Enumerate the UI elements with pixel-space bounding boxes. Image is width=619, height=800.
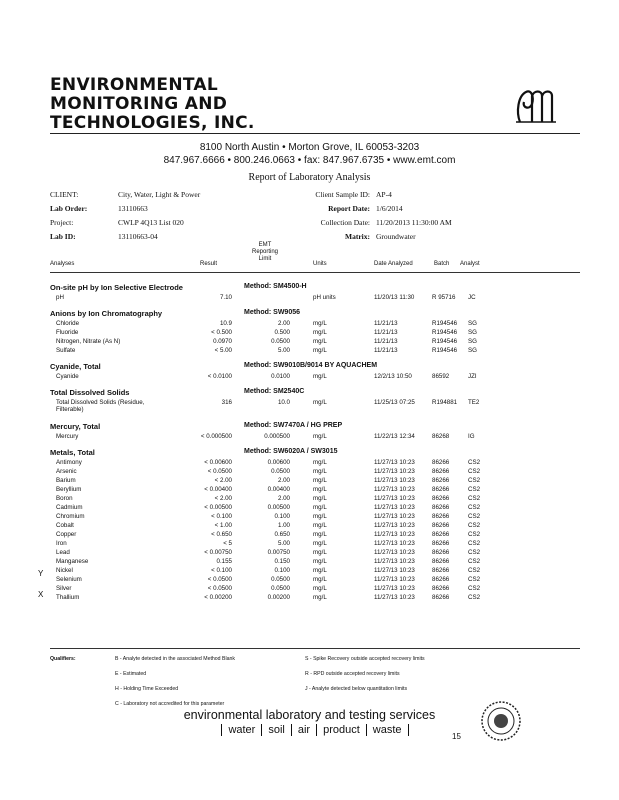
qualifiers-label: Qualifiers: [50,656,76,662]
section-method: Method: SW7470A / HG PREP [244,422,343,429]
analyte-analyst: IG [468,433,475,440]
analyte-units: mg/L [313,495,327,502]
analyte-batch: 86266 [432,513,450,520]
analyte-name: Cyanide [56,373,79,380]
analyte-name: Total Dissolved Solids (Residue, Filterable) [56,399,145,413]
analyte-date-analyzed: 11/20/13 11:30 [374,294,415,301]
analyte-date-analyzed: 11/27/13 10:23 [374,531,415,538]
analyte-name: Copper [56,531,77,538]
footer-service-tabs [180,724,450,736]
analyte-batch: 86268 [432,433,450,440]
analyte-analyst: CS2 [468,558,481,565]
analyte-batch: R 95716 [432,294,456,301]
analyte-result: < 0.0500 [207,468,232,475]
analyte-result: < 5 [223,540,232,547]
analyte-date-analyzed: 11/25/13 07:25 [374,399,415,406]
analyte-name: Silver [56,585,72,592]
section-method: Method: SM4500-H [244,283,307,290]
analyte-result: < 0.000500 [200,433,232,440]
qualifier-h: H - Holding Time Exceeded [115,686,179,692]
analyte-units: mg/L [313,329,327,336]
analyte-reporting-limit: 0.0500 [271,468,290,475]
col-rl-line-3: Limit [258,256,272,262]
analyte-result: < 2.00 [214,477,232,484]
company-name [50,76,255,133]
col-analyst: Analyst [460,261,480,267]
analyte-date-analyzed: 11/27/13 10:23 [374,549,415,556]
analyte-analyst: CS2 [468,531,481,538]
analyte-batch: R194546 [432,320,458,327]
section-title: Metals, Total [50,448,95,457]
analyte-batch: 86266 [432,504,450,511]
analyte-date-analyzed: 12/2/13 10:50 [374,373,412,380]
analyte-reporting-limit: 0.00200 [267,594,290,601]
analyte-reporting-limit: 5.00 [277,347,290,354]
analyte-units: mg/L [313,468,327,475]
analyte-name: Selenium [56,576,82,583]
analyte-result: < 0.00750 [204,549,232,556]
analyte-units: mg/L [313,585,327,592]
analyte-result: < 0.100 [211,567,232,574]
analyte-units: mg/L [313,594,327,601]
qualifier-e: E - Estimated [115,671,147,677]
analyte-analyst: CS2 [468,495,481,502]
analyte-units: mg/L [313,338,327,345]
analyte-analyst: CS2 [468,459,481,466]
analyte-batch: 86266 [432,495,450,502]
analyte-reporting-limit: 2.00 [277,495,290,502]
qualifier-r: R - RPD outside accepted recovery limits [305,671,400,677]
analyte-units: mg/L [313,399,327,406]
analyte-units: mg/L [313,540,327,547]
analyte-analyst: SG [468,320,477,327]
section-title: Mercury, Total [50,422,101,431]
analyte-analyst: SG [468,347,477,354]
analyte-reporting-limit: 0.0500 [271,585,290,592]
section-method: Method: SM2540C [244,388,305,395]
qualifier-s: S - Spike Recovery outside accepted recovery limits [305,656,425,662]
analyte-batch: 86266 [432,576,450,583]
company-name-line-2: MONITORING AND [50,94,228,114]
analyte-batch: R194546 [432,338,458,345]
analyte-units: mg/L [313,347,327,354]
analyte-result: < 0.500 [211,329,232,336]
project-value: CWLP 4Q13 List 020 [118,218,184,227]
analyte-reporting-limit: 2.00 [277,320,290,327]
analyte-analyst: CS2 [468,585,481,592]
analyte-date-analyzed: 11/27/13 10:23 [374,540,415,547]
analyte-date-analyzed: 11/21/13 [374,347,398,354]
emt-logo-icon [512,82,560,130]
analyte-reporting-limit: 0.000500 [264,433,290,440]
analyte-batch: 86266 [432,486,450,493]
report-date-value: 1/6/2014 [376,204,403,213]
analyte-units: mg/L [313,576,327,583]
analyte-date-analyzed: 11/27/13 10:23 [374,504,415,511]
analyte-analyst: SG [468,329,477,336]
analyte-result: < 2.00 [214,495,232,502]
analyte-result: < 0.0500 [207,585,232,592]
analyte-result: < 0.650 [211,531,232,538]
analyte-date-analyzed: 11/27/13 10:23 [374,486,415,493]
analyte-date-analyzed: 11/27/13 10:23 [374,522,415,529]
analyte-name: Arsenic [56,468,77,475]
margin-mark-iron: Y [38,569,44,578]
section-title: On-site pH by Ion Selective Electrode [50,283,183,292]
footer-tagline: environmental laboratory and testing services [183,708,436,722]
analyte-units: mg/L [313,373,327,380]
col-result: Result [200,261,218,267]
section-method: Method: SW9056 [244,309,301,316]
analyte-units: mg/L [313,486,327,493]
accreditation-seal-icon [480,700,522,742]
analyte-reporting-limit: 0.100 [274,567,290,574]
analyte-date-analyzed: 11/21/13 [374,329,398,336]
analyte-batch: 86266 [432,468,450,475]
analyte-reporting-limit: 0.500 [274,329,290,336]
analyte-result: < 0.100 [211,513,232,520]
analyte-name: pH [56,294,64,301]
analyte-name: Antimony [56,459,82,466]
analyte-units: mg/L [313,504,327,511]
analyte-reporting-limit: 0.100 [274,513,290,520]
company-address: 8100 North Austin • Morton Grove, IL 60053-3203 [199,142,420,153]
collection-date-label: Collection Date: [320,218,370,227]
analyte-analyst: TE2 [468,399,480,406]
analyte-result: < 5.00 [214,347,232,354]
analyte-units: mg/L [313,477,327,484]
analyte-name: Barium [56,477,76,484]
analyte-analyst: CS2 [468,549,481,556]
analyte-units: pH units [313,294,336,301]
analyte-date-analyzed: 11/21/13 [374,320,398,327]
analyte-units: mg/L [313,513,327,520]
section-title: Anions by Ion Chromatography [50,309,163,318]
qualifier-b: B - Analyte detected in the associated Method Blank [115,656,235,662]
analyte-date-analyzed: 11/27/13 10:23 [374,585,415,592]
analyte-date-analyzed: 11/27/13 10:23 [374,558,415,565]
analyte-batch: 86266 [432,522,450,529]
lab-id-value: 13110663-04 [118,232,158,241]
section-title: Total Dissolved Solids [50,388,130,397]
client-value: City, Water, Light & Power [118,190,201,199]
analyte-analyst: CS2 [468,567,481,574]
analyte-reporting-limit: 0.150 [274,558,290,565]
analyte-batch: 86266 [432,558,450,565]
analyte-name: Cobalt [56,522,74,529]
analyte-date-analyzed: 11/27/13 10:23 [374,576,415,583]
analyte-analyst: CS2 [468,486,481,493]
analyte-batch: 86266 [432,477,450,484]
analyte-analyst: SG [468,338,477,345]
analyte-result: < 0.0100 [207,373,232,380]
report-title: Report of Laboratory Analysis [248,172,371,183]
header-rule [50,133,580,134]
lab-id-label: Lab ID: [50,232,76,241]
analyte-reporting-limit: 0.0500 [271,576,290,583]
footer-tab-water: water [221,724,261,736]
analyte-date-analyzed: 11/27/13 10:23 [374,477,415,484]
qualifiers-divider [50,648,580,649]
page-number: 15 [452,732,461,741]
analyte-units: mg/L [313,459,327,466]
qualifier-c: C - Laboratory not accredited for this parameter [115,701,225,707]
section-title: Cyanide, Total [50,362,101,371]
analyte-date-analyzed: 11/27/13 10:23 [374,495,415,502]
col-date-analyzed: Date Analyzed [374,261,413,267]
col-reporting-limit [240,242,290,263]
analyte-name: Fluoride [56,329,79,336]
analyte-name: Lead [56,549,70,556]
analyte-result: 316 [221,399,232,406]
analyte-name: Cadmium [56,504,83,511]
analyte-analyst: CS2 [468,594,481,601]
analyte-batch: 86266 [432,549,450,556]
analyte-name: Boron [56,495,73,502]
analyte-name: Chloride [56,320,80,327]
analyte-units: mg/L [313,567,327,574]
qualifier-j: J - Analyte detected below quantitation limits [305,686,408,692]
footer-tab-product: product [316,724,366,736]
analyte-reporting-limit: 0.00750 [267,549,290,556]
analyte-result: 0.0970 [213,338,232,345]
analyte-units: mg/L [313,433,327,440]
company-phones: 847.967.6666 • 800.246.0663 • fax: 847.967.6735 • www.emt.com [163,155,456,166]
analyte-analyst: CS2 [468,540,481,547]
analyte-name: Manganese [56,558,89,565]
footer-tab-air: air [291,724,316,736]
company-name-line-1: ENVIRONMENTAL [50,75,219,95]
analyte-name: Sulfate [56,347,76,354]
analyte-reporting-limit: 2.00 [277,477,290,484]
analyte-batch: 86266 [432,594,450,601]
analyte-name: Mercury [56,433,79,440]
section-method: Method: SW9010B/9014 BY AQUACHEM [244,362,378,369]
matrix-value: Groundwater [376,232,416,241]
sample-id-value: AP-4 [376,190,392,199]
analyte-date-analyzed: 11/21/13 [374,338,398,345]
company-name-line-3: TECHNOLOGIES, INC. [50,113,255,133]
analyte-date-analyzed: 11/27/13 10:23 [374,513,415,520]
matrix-label: Matrix: [345,232,370,241]
analyte-analyst: CS2 [468,513,481,520]
col-analyses: Analyses [50,261,75,267]
analyte-batch: R194881 [432,399,458,406]
margin-mark-manganese: X [38,590,44,599]
analyte-units: mg/L [313,522,327,529]
analyte-units: mg/L [313,531,327,538]
analyte-result: < 0.0500 [207,576,232,583]
lab-order-value: 13110663 [118,204,148,213]
analyte-analyst: JZI [468,373,477,380]
analyte-batch: 86266 [432,540,450,547]
analyte-analyst: CS2 [468,477,481,484]
analyte-batch: 86266 [432,585,450,592]
analyte-analyst: CS2 [468,522,481,529]
client-label: CLIENT: [50,190,79,199]
analyte-reporting-limit: 0.650 [274,531,290,538]
analyte-date-analyzed: 11/27/13 10:23 [374,567,415,574]
analyte-units: mg/L [313,320,327,327]
analyte-result: 7.10 [219,294,232,301]
analyte-result: 10.9 [219,320,232,327]
analyte-reporting-limit: 0.00400 [267,486,290,493]
analyte-result: < 0.00400 [204,486,232,493]
analyte-result: < 0.00600 [204,459,232,466]
collection-date-value: 11/20/2013 11:30:00 AM [376,218,452,227]
analyte-units: mg/L [313,549,327,556]
analyte-name: Iron [56,540,67,547]
analyte-analyst: CS2 [468,468,481,475]
col-rl-line-2: Reporting [251,249,278,255]
analyte-batch: 86266 [432,459,450,466]
analyte-name: Nitrogen, Nitrate (As N) [56,338,121,345]
analyte-analyst: CS2 [468,576,481,583]
col-units: Units [313,261,327,267]
analyte-batch: 86266 [432,567,450,574]
analyte-reporting-limit: 0.0500 [271,338,290,345]
analyte-analyst: JC [468,294,476,301]
analyte-result: < 0.00200 [204,594,232,601]
analyte-name: Nickel [56,567,73,574]
analyte-result: < 1.00 [214,522,232,529]
analyte-batch: 86592 [432,373,450,380]
analyte-name: Thallium [56,594,80,601]
col-batch: Batch [434,261,450,267]
col-rl-line-1: EMT [258,242,272,248]
analyte-reporting-limit: 0.00500 [267,504,290,511]
analyte-result: 0.155 [216,558,232,565]
analyte-result: < 0.00500 [204,504,232,511]
analyte-units: mg/L [313,558,327,565]
analyte-date-analyzed: 11/27/13 10:23 [374,468,415,475]
analyte-reporting-limit: 0.0100 [271,373,290,380]
lab-order-label: Lab Order: [50,204,88,213]
analyte-batch: R194546 [432,329,458,336]
analyte-date-analyzed: 11/27/13 10:23 [374,594,415,601]
section-method: Method: SW6020A / SW3015 [244,448,338,455]
sample-id-label: Client Sample ID: [315,190,370,199]
analyte-reporting-limit: 5.00 [277,540,290,547]
footer-tab-soil: soil [261,724,291,736]
analyte-reporting-limit: 1.00 [277,522,290,529]
analyte-analyst: CS2 [468,504,481,511]
analyte-reporting-limit: 10.0 [277,399,290,406]
analyte-batch: R194546 [432,347,458,354]
analyte-name: Chromium [56,513,85,520]
analyte-name: Beryllium [56,486,82,493]
analyte-date-analyzed: 11/27/13 10:23 [374,459,415,466]
report-date-label: Report Date: [328,204,370,213]
analyte-date-analyzed: 11/22/13 12:34 [374,433,415,440]
header-divider [50,272,580,273]
footer-tab-waste: waste [366,724,409,736]
project-label: Project: [50,218,74,227]
analyte-reporting-limit: 0.00600 [267,459,290,466]
analyte-batch: 86266 [432,531,450,538]
